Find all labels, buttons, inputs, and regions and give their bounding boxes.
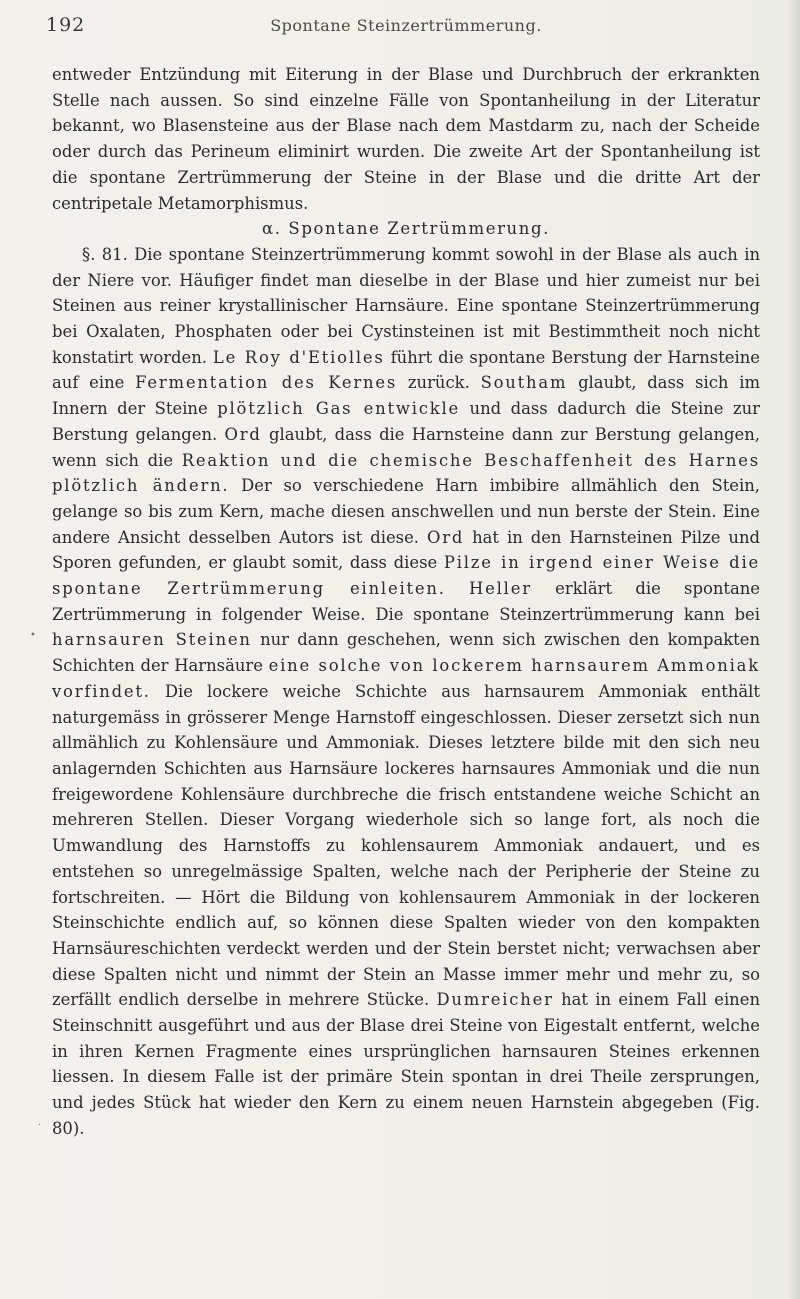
spaced-emphasis: Pilze in irgend einer Weise die spontane Zertrümmerung einleiten.: [52, 553, 760, 599]
text-segment: nur dann geschehen, wenn sich zwischen den kompakten Schichten der Harnsäure: [52, 630, 760, 676]
text-segment: [446, 579, 469, 598]
text-segment: und dass dadurch die Steine zur Berstung gelangen.: [52, 399, 761, 444]
text-segment: hat in den Harnsteinen Pilze und Sporen gefunden, er glaubt somit, dass diese: [52, 527, 761, 573]
page-edge-shadow: [788, 0, 800, 1299]
spaced-author-name: Ord: [426, 527, 465, 547]
spaced-author-name: Heller: [469, 579, 532, 599]
text-segment: Der so verschiedene Harn imbibire allmählich den Stein, gelange so bis zum Kern, mache diesen anschwellen und nun berste der Stein. Eine andere Ansicht desselben Autors ist diese.: [52, 476, 760, 547]
spaced-emphasis: Reaktion und die chemische Beschaffenheit des Harnes plötzlich ändern.: [52, 450, 761, 496]
text-segment: glaubt, dass sich im Innern der Steine: [52, 373, 760, 419]
text-segment: Die lockere weiche Schichte aus harnsaurem Ammoniak enthält naturgemäss in grösserer Menge Harnstoff eingeschlossen. Dieser zersetzt sich nun allmählich zu Kohlensäure und Ammoniak. Dieses letztere bilde mit den sich neu anlagernden Schichten aus Harnsäure lockeres harnsaures Ammoniak und die nun freigewordene Kohlensäure durchbreche die frisch entstandene weiche Schicht an mehreren Stellen. Dieser Vorgang wiederhole sich so lange fort, als noch die Umwandlung des Harnstoffs zu kohlensaurem Ammoniak andauert, und es entstehen so unregelmässige Spalten, welche nach der Peripherie der Steine zu fortschreiten. — Hört die Bildung von kohlensaurem Ammoniak in der lockeren Steinschichte endlich auf, so können diese Spalten wieder von den kompakten Harnsäureschichten verdeckt werden und der Stein berstet nicht; verwachsen aber diese Spalten nicht und nimmt der Stein an Masse immer mehr und mehr zu, so zerfällt endlich derselbe in mehrere Stücke.: [52, 681, 760, 1010]
body-text: [52, 62, 760, 1142]
text-segment: §. 81. Die spontane Steinzertrümmerung kommt sowohl in der Blase als auch in der Niere vor. Häufiger findet man dieselbe in der Blase und hier zumeist nur bei Steinen aus reiner krystallinischer Harnsäure. Eine spontane Steinzertrümmerung bei Oxalaten, Phosphaten oder bei Cystinsteinen ist mit Bestimmtheit noch nicht konstatirt worden.: [52, 244, 760, 367]
text-segment: erklärt die spontane Zertrümmerung in folgender Weise. Die spontane Steinzertrümmerung kann bei: [52, 579, 760, 624]
spaced-emphasis: eine solche von lockerem harnsaurem Ammoniak vorfindet.: [52, 656, 760, 701]
spaced-author-name: Southam: [480, 373, 568, 393]
spaced-author-name: Ord: [224, 424, 262, 444]
text-segment: zurück.: [397, 373, 481, 393]
spaced-emphasis: Fermentation des Kernes: [135, 373, 398, 393]
spaced-emphasis: harnsauren Steinen: [52, 630, 252, 650]
text-segment: führt die spontane Berstung der Harnsteine auf eine: [52, 347, 760, 393]
paragraph-81: [52, 242, 760, 1142]
intro-paragraph: entweder Entzündung mit Eiterung in der Blase und Durchbruch der erkrankten Stelle nach aussen. So sind einzelne Fälle von Spontanheilung in der Literatur bekannt, wo Blasensteine aus der Blase nach dem Mastdarm zu, nach der Scheide oder durch das Perineum eliminirt wurden. Die zweite Art der Spontanheilung ist die spontane Zertrümmerung der Steine in der Blase und die dritte Art der centripetale Metamorphismus.: [52, 65, 760, 213]
margin-dot: •: [30, 630, 36, 641]
margin-tick: ·: [38, 1120, 42, 1131]
spaced-author-name: Le Roy d'Etiolles: [212, 347, 385, 367]
section-heading: α. Spontane Zertrümmerung.: [261, 219, 551, 239]
page-header: [46, 14, 766, 40]
text-segment: glaubt, dass die Harnsteine dann zur Berstung gelangen, wenn sich die: [52, 424, 761, 470]
spaced-author-name: Dumreicher: [436, 990, 554, 1010]
spaced-emphasis: plötzlich Gas entwickle: [217, 399, 461, 419]
text-segment: hat in einem Fall einen Steinschnitt ausgeführt und aus der Blase drei Steine von Eigestalt entfernt, welche in ihren Kernen Fragmente eines ursprünglichen harnsauren Steines erkennen liessen. In diesem Falle ist der primäre Stein spontan in drei Theile zersprungen, und jedes Stück hat wieder den Kern zu einem neuen Harnstein abgegeben (Fig. 80).: [52, 990, 760, 1138]
page-number: 192: [46, 14, 86, 36]
running-head: Spontane Steinzertrümmerung.: [270, 16, 542, 35]
